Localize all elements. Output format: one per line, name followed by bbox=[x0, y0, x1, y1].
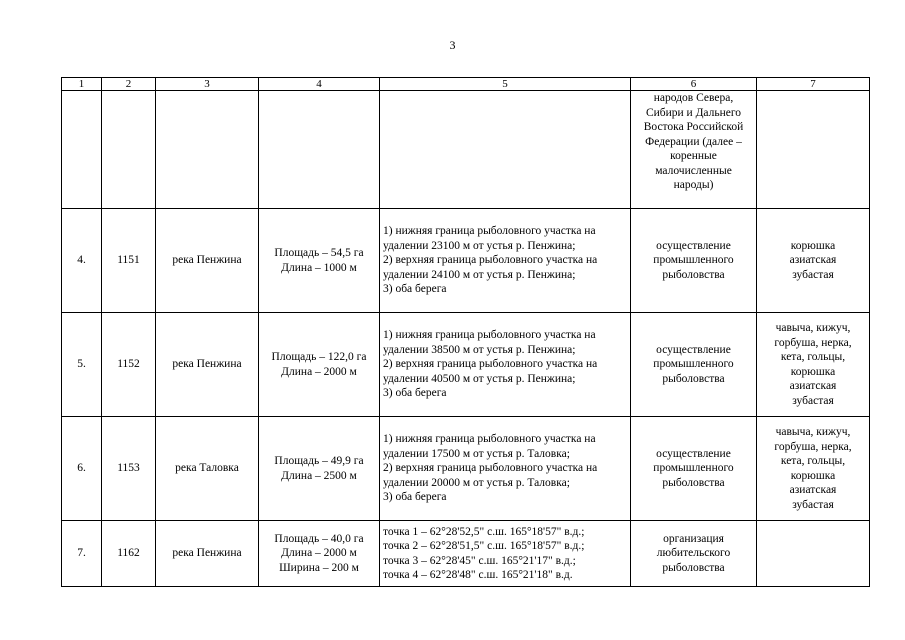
cell-parameters: Площадь – 122,0 га Длина – 2000 м bbox=[259, 313, 380, 417]
column-header: 7 bbox=[757, 78, 870, 91]
cell-species: чавыча, кижуч, горбуша, нерка, кета, гольцы, корюшка азиатская зубастая bbox=[757, 313, 870, 417]
column-header: 1 bbox=[62, 78, 102, 91]
cell-parameters: Площадь – 40,0 га Длина – 2000 м Ширина – 200 м bbox=[259, 521, 380, 587]
column-header: 4 bbox=[259, 78, 380, 91]
column-header: 5 bbox=[380, 78, 631, 91]
cell-species bbox=[757, 521, 870, 587]
cell-species: корюшка азиатская зубастая bbox=[757, 209, 870, 313]
cell-water-body: река Пенжина bbox=[156, 209, 259, 313]
column-number-row bbox=[62, 78, 870, 91]
cell-usage: организация любительского рыболовства bbox=[631, 521, 757, 587]
cell-empty bbox=[62, 91, 102, 209]
cell-area-code: 1162 bbox=[102, 521, 156, 587]
cell-usage: осуществление промышленного рыболовства bbox=[631, 209, 757, 313]
column-header: 3 bbox=[156, 78, 259, 91]
cell-borders: 1) нижняя граница рыболовного участка на удалении 38500 м от устья р. Пенжина; 2) верхняя граница рыболовного участка на удалении 40500 м от устья р. Пенжина; 3) оба берега bbox=[380, 313, 631, 417]
cell-empty bbox=[380, 91, 631, 209]
cell-water-body: река Таловка bbox=[156, 417, 259, 521]
cell-row-number: 6. bbox=[62, 417, 102, 521]
cell-row-number: 7. bbox=[62, 521, 102, 587]
fishing-areas-table bbox=[61, 77, 870, 587]
cell-parameters: Площадь – 54,5 га Длина – 1000 м bbox=[259, 209, 380, 313]
cell-water-body: река Пенжина bbox=[156, 313, 259, 417]
page-number: 3 bbox=[449, 38, 456, 52]
cell-borders: 1) нижняя граница рыболовного участка на удалении 17500 м от устья р. Таловка; 2) верхняя граница рыболовного участка на удалении 20000 м от устья р. Таловка; 3) оба берега bbox=[380, 417, 631, 521]
cell-water-body: река Пенжина bbox=[156, 521, 259, 587]
table-row bbox=[62, 417, 870, 521]
continuation-row bbox=[62, 91, 870, 209]
cell-empty bbox=[757, 91, 870, 209]
cell-area-code: 1152 bbox=[102, 313, 156, 417]
cell-row-number: 4. bbox=[62, 209, 102, 313]
table-row bbox=[62, 209, 870, 313]
cell-parameters: Площадь – 49,9 га Длина – 2500 м bbox=[259, 417, 380, 521]
cell-usage-continuation: народов Севера, Сибири и Дальнего Востока Российской Федерации (далее – коренные малочисленные народы) bbox=[631, 91, 757, 209]
cell-area-code: 1153 bbox=[102, 417, 156, 521]
cell-row-number: 5. bbox=[62, 313, 102, 417]
cell-borders: 1) нижняя граница рыболовного участка на удалении 23100 м от устья р. Пенжина; 2) верхняя граница рыболовного участка на удалении 24100 м от устья р. Пенжина; 3) оба берега bbox=[380, 209, 631, 313]
cell-usage: осуществление промышленного рыболовства bbox=[631, 313, 757, 417]
column-header: 6 bbox=[631, 78, 757, 91]
cell-borders: точка 1 – 62°28'52,5" с.ш. 165°18'57" в.д.; точка 2 – 62°28'51,5" с.ш. 165°18'57" в.д.; точка 3 – 62°28'45" с.ш. 165°21'17" в.д.; точка 4 – 62°28'48" с.ш. 165°21'18" в.д. bbox=[380, 521, 631, 587]
table-row bbox=[62, 521, 870, 587]
cell-empty bbox=[259, 91, 380, 209]
cell-empty bbox=[156, 91, 259, 209]
column-header: 2 bbox=[102, 78, 156, 91]
cell-area-code: 1151 bbox=[102, 209, 156, 313]
table-row bbox=[62, 313, 870, 417]
cell-empty bbox=[102, 91, 156, 209]
cell-species: чавыча, кижуч, горбуша, нерка, кета, гольцы, корюшка азиатская зубастая bbox=[757, 417, 870, 521]
cell-usage: осуществление промышленного рыболовства bbox=[631, 417, 757, 521]
